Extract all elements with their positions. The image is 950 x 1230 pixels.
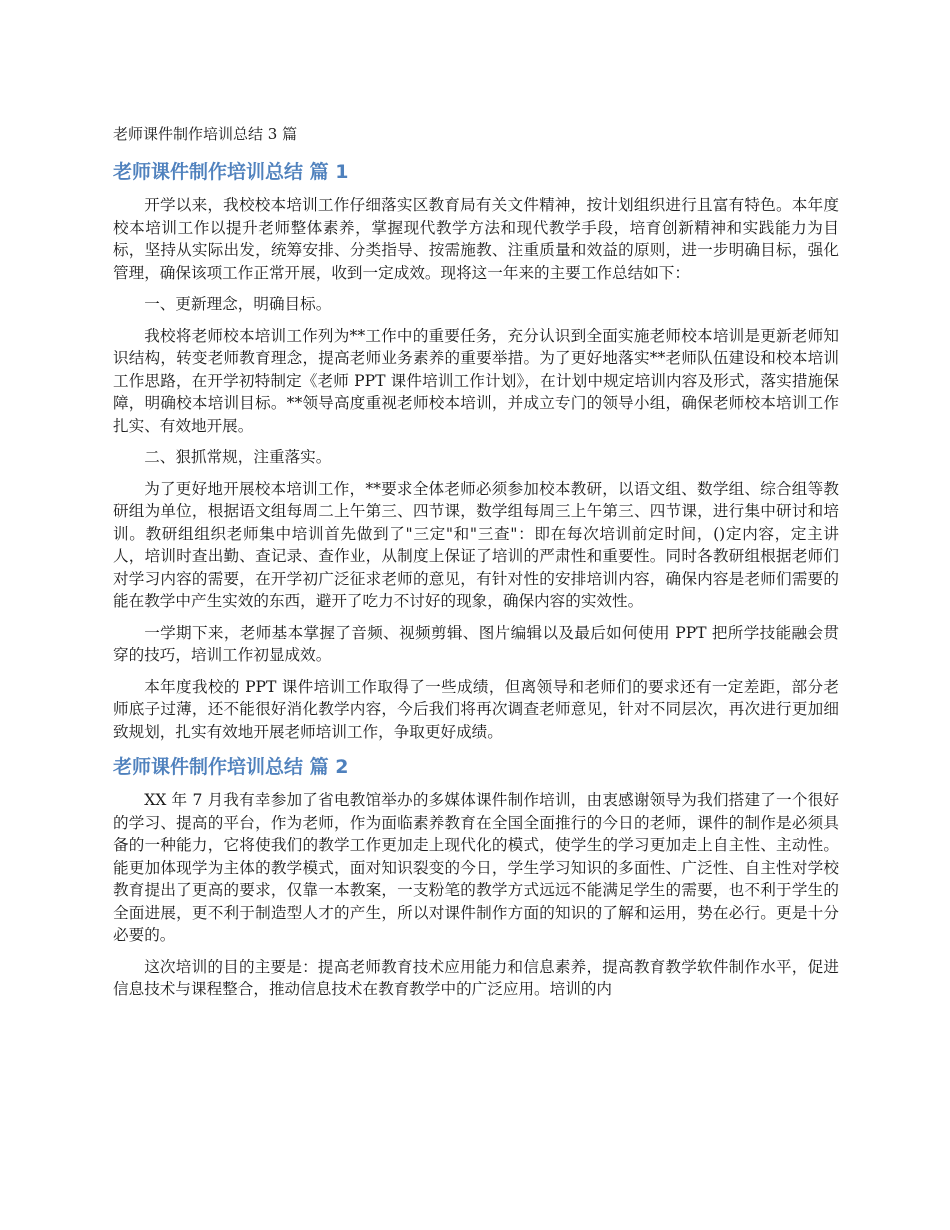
paragraph: 我校将老师校本培训工作列为**工作中的重要任务，充分认识到全面实施老师校本培训是更新老师知识结构，转变老师教育理念，提高老师业务素养的重要举措。为了更好地落实**老师队伍建设和校本培训工作思路，在开学初特制定《老师 PPT 课件培训工作计划》，在计划中规定培训内容及形式，落实措施保障，明确校本培训目标。**领导高度重视老师校本培训，并成立专门的领导小组，确保老师校本培训工作扎实、有效地开展。 — [113, 326, 839, 435]
paragraph: 本年度我校的 PPT 课件培训工作取得了一些成绩，但离领导和老师们的要求还有一定差距，部分老师底子过薄，还不能很好消化教学内容，今后我们将再次调查老师意见，针对不同层次，再次进行更加细致规划，扎实有效地开展老师培训工作，争取更好成绩。 — [113, 677, 839, 741]
paragraph: 一学期下来，老师基本掌握了音频、视频剪辑、图片编辑以及最后如何使用 PPT 把所学技能融会贯穿的技巧，培训工作初显成效。 — [113, 623, 839, 664]
section-heading: 老师课件制作培训总结 篇 1 — [113, 161, 349, 183]
document-page — [113, 124, 839, 1010]
paragraph: 开学以来，我校校本培训工作仔细落实区教育局有关文件精神，按计划组织进行且富有特色。本年度校本培训工作以提升老师整体素养，掌握现代教学方法和现代教学手段，培育创新精神和实践能力为目标，坚持从实际出发，统筹安排、分类指导、按需施教、注重质量和效益的原则，进一步明确目标，强化管理，确保该项工作正常开展，收到一定成效。现将这一年来的主要工作总结如下： — [113, 196, 839, 282]
paragraph: XX 年 7 月我有幸参加了省电教馆举办的多媒体课件制作培训，由衷感谢领导为我们搭建了一个很好的学习、提高的平台，作为老师，作为面临素养教育在全国全面推行的今日的老师，课件的制作是必须具备的一种能力，它将使我们的教学工作更加走上现代化的模式，使学生的学习更加走上自主性、主动性。能更加体现学为主体的教学模式，面对知识裂变的今日，学生学习知识的多面性、广泛性、自主性对学校教育提出了更高的要求，仅靠一本教案，一支粉笔的教学方式远远不能满足学生的需要，也不利于学生的全面进展，更不利于制造型人才的产生，所以对课件制作方面的知识的了解和运用，势在必行。更是十分必要的。 — [113, 791, 839, 944]
paragraph: 这次培训的目的主要是：提高老师教育技术应用能力和信息素养，提高教育教学软件制作水平，促进信息技术与课程整合，推动信息技术在教育教学中的广泛应用。培训的内 — [113, 957, 839, 998]
section-1 — [113, 159, 839, 743]
document-title: 老师课件制作培训总结 3 篇 — [113, 125, 298, 143]
section-heading: 老师课件制作培训总结 篇 2 — [113, 756, 349, 778]
paragraph: 为了更好地开展校本培训工作，**要求全体老师必须参加校本教研，以语文组、数学组、综合组等教研组为单位，根据语文组每周二上午第三、四节课，数学组每周三上午第三、四节课，进行集中研讨和培训。教研组组织老师集中培训首先做到了"三定"和"三查"：即在每次培训前定时间，()定内容，定主讲人，培训时查出勤、查记录、查作业，从制度上保证了培训的严肃性和重要性。同时各教研组根据老师们对学习内容的需要，在开学初广泛征求老师的意见，有针对性的安排培训内容，确保内容是老师们需要的能在教学中产生实效的东西，避开了吃力不讨好的现象，确保内容的实效性。 — [113, 479, 839, 610]
paragraph: 二、狠抓常规，注重落实。 — [144, 448, 332, 466]
paragraph: 一、更新理念，明确目标。 — [144, 295, 332, 313]
section-2 — [113, 754, 839, 1001]
